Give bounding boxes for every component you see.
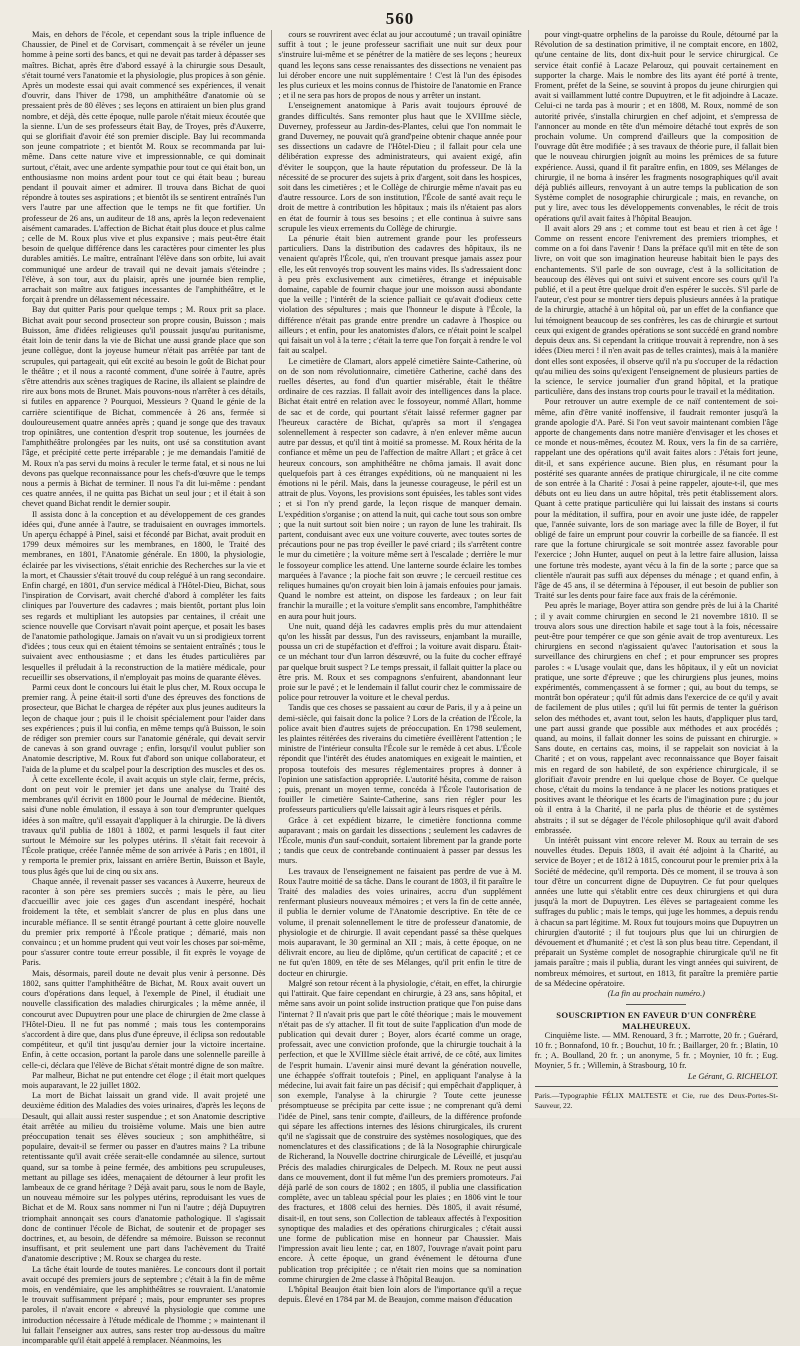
paragraph: Grâce à cet expédient bizarre, le cimetière fonctionna comme auparavant ; mais on gardait les dissections ; seulement les cadavres de l'École, munis d'un sauf-conduit, sortaient librement par la grande porte ; tandis que ceux de contrebande continuaient à passer par dessus les murs. [278, 815, 522, 866]
paragraph: La mort de Bichat laissait un grand vide. Il avait projeté une deuxième édition des Maladies des voies urinaires, d'après les leçons de Desault, qui allait aussi rester suspendue ; et son Anatomie descriptive était arrêtée au milieu du troisième volume. Mais une bien autre préoccupation tenait ses élèves soucieux ; son amphithéâtre, si populaire, devait-il se fermer ou passer en d'autres mains ? La tribune retentissante qu'il avait créée serait-elle condamnée au silence, surtout quand, sur sa tombe à peine fermée, des ambitions peu scrupuleuses, mettant au pillage ses idées, menaçaient de détourner à leur profit les lambeaux de ce grand héritage ? Déjà avait paru, sous le nom de Bayle, un nouveau mémoire sur les polypes utérins, reproduisant les vues de Bichat et de M. Roux sans nommer ni l'un ni l'autre ; déjà Dupuytren triomphait annonçait ses cours d'anatomie pathologique. Il s'agissait donc de continuer l'école de Bichat, de soutenir et de propager ses doctrines, et, au besoin, de défendre sa mémoire. Buisson se reconnut insuffisant, et prit seulement une part dans l'achèvement du Traité d'anatomie descriptive ; M. Roux se chargea du reste. [22, 1091, 266, 1264]
paragraph: Malgré son retour récent à la physiologie, c'était, en effet, la chirurgie qui l'attirait. Que faire cependant en chirurgie, à 23 ans, sans hôpital, et même sans avoir un point solide instruction pratique que l'on puise dans l'internat ? Il n'avait pris que part le côté théorique ; mais le mouvement n'était pas de s'y attacher. Il fit tout de suite l'application d'un mode de publication qui devait durer ; Boyer, alors écarté comme un orage, professait, avec une conviction profonde, que la chirurgie touchait à la perfection, et que le XVIIIme siècle était arrivé, de ce côté, aux limites de l'esprit humain. L'avenir ainsi muré devant la génération nouvelle, une échappée s'offrait toutefois ; Pinel, en appliquant l'analyse à la médecine, lui avait fait faire un pas décisif ; qui empêchait d'appliquer, à son exemple, l'analyse à la chirurgie ? Toute cette jeunesse présomptueuse se précipita par cette issue ; ne comprenant qu'à demi l'idée de Pinel, sans tenir compte, d'ailleurs, de la différence profonde qui sépare les affections internes des lésions chirurgicales, ils crurent qu'il ne s'agissait que de construire des systèmes nosologiques, que des nomenclatures et des classifications ; de là la Nosographie chirurgicale de Richerand, la Nouvelle doctrine chirurgicale de Léveillé, et jusqu'au Précis des maladies chirurgicales de Delpech. M. Roux ne peut aussi dans ce mouvement, dont il fut même l'un des premiers promoteurs. J'ai déjà parlé de son cours de 1802 ; en 1805, il publia une classification complète, avec un tableau spécial pour les plaies ; en 1806 vint le tour des fractures, et 1808 celui des hernies. Dès 1805, il avait résumé, disait-il, en tout sens, son Collection de tableaux affectés à l'exposition synoptique des maladies et des opérations chirurgicales ; c'était aussi une forme de publication mise en honneur par Chaussier. Mais l'impression avait lieu lente ; car, en 1807, l'ouvrage n'avait point paru encore. À cette époque, un grand événement le détourna d'une publication trop précipitée ; ce n'était rien moins que sa nomination comme chirurgien de 2me classe à l'hôpital Beaujon. [278, 978, 522, 1284]
paragraph: La pénurie était bien autrement grande pour les professeurs particuliers. Dans la distribution des cadavres des hôpitaux, ils ne venaient qu'après l'École, qui, n'en trouvant presque jamais assez pour elle, les eût renvoyés trop souvent les mains vides. Ils s'adressaient donc à peu près exclusivement aux cimetières, étrange et inépuisable domaine, capable de fournir chaque jour une moisson aussi abondante que la veille ; l'intérêt de la science palliait ce qu'avait d'odieux cette violation des sépultures ; mais que l'honneur le dispute à l'École, la différence n'était pas grande entre prendre un cadavre à l'hospice ou ailleurs ; et enfin, pour les anatomistes d'alors, ce n'était point le scalpel qui faisait un vol à la terre ; c'était la terre que l'on forçait à rendre le vol fait au scalpel. [278, 234, 522, 356]
paragraph: L'hôpital Beaujon était bien loin alors de l'importance qu'il a reçue depuis. Élevé en 1784 par M. de Beaujon, comme maison d'éducation [278, 1284, 522, 1305]
paragraph: Une nuit, quand déjà les cadavres emplis près du mur attendaient qu'on les hissât par dessus, l'un des ravisseurs, enjambant la muraille, poussa un cri de stupéfaction et d'effroi ; la voiture avait disparu. Était-ce un méchant tour d'un larron désœuvré, ou la fuite du cocher effrayé par quelque bruit suspect ? Le temps pressait, il fallait quitter la place ou être pris. M. Roux et ses compagnons s'enfuirent, abandonnant leur proie sur le pavé ; et le lendemain il fallut courir chez le commissaire de police pour retrouver la voiture et le cheval perdus. [278, 621, 522, 703]
paragraph: Un intérêt puissant vint encore relever M. Roux au terrain de ses nouvelles études. Depuis 1803, il avait été adjoint à la Charité, au service de Boyer ; et de 1812 à 1815, concourut pour le premier prix à la Société de médecine, qu'il remporta. Dès ce moment, il se trouva à son tour d'être un concurrent digne de Dupuytren. Ce fut pour quelques années une lutte qui s'établit entre ces deux chirurgiens et qui dura jusqu'à la mort de Dupuytren. Les élèves se partageaient comme les suffrages du public ; mais le temps, qui juge les hommes, a depuis rendu à chacun sa part légitime. M. Roux fut toujours moins que Dupuytren un chirurgien d'autorité ; il fut toujours plus que lui un chirurgien de dévouement et d'humanité ; et c'est là son plus beau titre. Cependant, il préparait un Système complet de nosographie chirurgicale qu'il ne fit jamais paraître ; mais il publia, durant les vingt années qui suivirent, de nombreux mémoires, et surtout, en 1813, fit paraître la première partie de sa Médecine opératoire. [534, 836, 778, 988]
printer-imprint: Paris.—Typographie FÉLIX MALTESTE et Cie, rue des Deux-Portes-St-Sauveur, 22. [534, 1090, 778, 1110]
paragraph: Peu après le mariage, Boyer attira son gendre près de lui à la Charité ; il y avait comme chirurgien en second le 21 novembre 1810. Il se trouva alors sous une direction habile et sage tout à la fois, nécessaire peut-être pour tempérer ce que son génie avait de trop aventureux. Les chirurgiens en second n'agissaient qu'avec l'autorisation et sous la surveillance des chirurgiens en chef ; et pour empruncer ses propres paroles : « L'usage voulait que, dans les hôpitaux, il y eût un noviciat pratique, une sorte d'épreuve ; que les chirurgiens plus jeunes, moins expérimentés, commençassent à se former ; qui, au bout du temps, se montrât bon opérateur ; qu'il fût admis dans l'exercice de ce qu'il y avait de facilement de plus utiles ; qu'il lui fût permis de tenter la guérison selon des méthodes et, avant tout, selon les hauts, d'appliquer plus tard, une part aussi grande que possible aux méthodes et aux procédés ; quand, au moins, il fallait donner les soins de puissant en chirurgie. » Sans doute, en certains cas, moins, il se rappelait son noviciat à la Charité ; et on vous, rappelant avec reconnaissance que Boyer faisait mis en regard de son habileté, de son expérience chirurgicale, il se glorifiait d'avoir prendre en lui quelque chose de Boyer. Ce quelque chose, c'était du moins la tendance à ne placer les notions pratiques et positives avant le théorique et les écarts de l'imagination pure ; du jour où il entra à la Charité, il ne parla plus de théorie et de systèmes abstraits ; il sut se dégager de l'école philosophique qu'il avait d'abord embrassée. [534, 601, 778, 835]
paragraph: Chaque année, il revenait passer ses vacances à Auxerre, heureux de raconter à son père ses premiers succès ; mais le père, au lieu d'accueillir avec joie ces gages d'un ascendant inespéré, hochait froidement la tête, et semblait s'ancrer de plus en plus dans une incurable méfiance. Il se sentit étrangé pourtant à cette gloire nouvelle du premier prix remporté à l'École pratique ; démarié, mais non convaincu ; et un homme prudent qui veut voir les choses par soi-même, pour s'assurer contre toute erreur possible, il fit exprès le voyage de Paris. [22, 876, 266, 968]
paragraph: Mais, désormais, pareil doute ne devait plus venir à personne. Dès 1802, sans quitter l'amphithéâtre de Bichat, M. Roux avait ouvert un cours d'opérations dans lequel, à l'exemple de Pinel, il étudiait une nouvelle classification des maladies chirurgicales ; la même année, il concourut avec Dupuytren pour une place de chirurgien de 2me classe à l'Hôtel-Dieu. Il ne fut pas nommé ; mais tous les contemporains s'accordent à dire que, dans plus d'une épreuve, il éclipsa son redoutable compétiteur, et qu'il tint jusqu'au dernier jour la victoire incertaine. Enfin, à cette occasion, portant la parole dans une solennelle pareille à celle-ci, déclara que l'élève de Bichat s'était montré digne de son maître. [22, 968, 266, 1070]
paragraph: Bay dut quitter Paris pour quelque temps ; M. Roux prit sa place. Bichat avait pour second prosecteur son propre cousin, Buisson ; mais Buisson, âme d'idées religieuses qu'il poussait jusqu'au puritanisme, était loin de tenir dans la vie de Bichat une aussi grande place que son jeune collègue, dont la joyeuse humeur n'était pas arrêtée par tant de scrupules, qui partageait, qui eût excité au besoin le goût de Bichat pour le théâtre ; et il nous a raconté comment, d'une soirée à l'autre, après s'être attendris aux scènes tragiques de Racine, ils allaient se plaindre de rire aux bons mots de Brunet. Mais pouvons-nous n'arrêter à ces détails, si futiles en apparence ? Pourquoi, Messieurs ? Quand le génie de la carrière scientifique de Bichat, commencée à 26 ans, fermée si douloureusement quatre années après ; quand je songe que des travaux trop opiniâtres, une contention d'esprit trop soutenue, les journées de l'amphithéâtre prolongées par les nuits, ont usé sa constitution avant l'âge, et précipité cette perte irréparable ; je me demandais l'amitié de M. Roux n'a pas servi du moins à reculer le terme fatal, et si nous ne lui devons pas quelque reconnaissance pour les chefs-d'œuvre que le temps nous a permis à Bichat de terminer. Il nous l'a dit lui-même : pendant ces quatre années, il ne quitta pas Bichat un seul jour ; et il était à son chevet quand Bichat rendit le dernier soupir. [22, 305, 266, 509]
paragraph: cours se rouvrirent avec éclat au jour accoutumé ; un travail opiniâtre suffit à tout ; le jeune professeur sacrifiait une nuit sur deux pour s'instruire lui-même et se pénétrer de la matière de ses leçons ; heureux quand les leçons sans cesse renaissantes des dissections ne venaient pas lui dérober encore une nuit supplémentaire ! C'est là l'un des épisodes les plus curieux et les moins connus de l'histoire de l'anatomie en France ; et il ne sera pas hors de propos de nous y arrêter un instant. [278, 30, 522, 101]
paragraph: Tandis que ces choses se passaient au cœur de Paris, il y a à peine un demi-siècle, qui faisait donc la police ? Lors de la création de l'École, la police avait bien d'autres sujets de préoccupation. En 1798 seulement, les plaintes réitérées des riverains du cimetière éveillèrent l'attention ; le ministre de l'intérieur consulta l'École sur le remède à cet abus. L'École répondit que l'intérêt des études anatomiques en exigeait le maintien, et proposa toutefois des mesures réglementaires propres à donner à l'opinion une satisfaction appropriée. L'autorité hésita, comme de raison ; puis, prenant un moyen terme, concéda à l'École l'autorisation de fouiller le cimetière Sainte-Catherine, sans rien régler pour les professeurs particuliers qu'elle laissait agir à leurs risques et périls. [278, 703, 522, 815]
continuation-note: (La fin au prochain numéro.) [607, 989, 705, 999]
paragraph: L'enseignement anatomique à Paris avait toujours éprouvé de grandes difficultés. Sans remonter plus haut que le XVIIIme siècle, Duverney, professeur au Jardin-des-Plantes, celui que l'on nommait le grand Duverney, ne pouvait qu'à grand'peine obtenir chaque année pour ses dissections un cadavre de l'Hôtel-Dieu ; il fallait pour cela une délibération expresse des administrateurs, qui avaient exigé, afin d'éviter le soupçon, que la haute réputation du professeur. De là la nécessité de se procurer des sujets à prix d'argent, soit dans les hospices, soit dans les cimetières ; et le Collège de chirurgie même n'avait pas eu d'autre ressource. Lors de son institution, l'École de santé avait reçu le droit de mettre à contribution les hôpitaux ; mais ils n'étaient pas alors en état de fournir à tous ses besoins ; et elle continua à suivre sans scrupule les vieux errements du Collège de chirurgie. [278, 101, 522, 233]
page-number: 560 [385, 9, 415, 28]
paragraph: Les travaux de l'enseignement ne faisaient pas perdre de vue à M. Roux l'autre moitié de sa tâche. Dans le courant de 1803, il fit paraître le Traité des maladies des voies urinaires, accru d'un supplément renfermant plusieurs nouveaux mémoires ; et vers la fin de cette année, il publia le dernier volume de l'Anatomie descriptive. En tête de ce volume, il prenait solennellement le titre de professeur d'anatomie, de physiologie et de chirurgie. Il avait cependant passé sa thèse quelques mois auparavant, le 30 germinal an XII ; mais, à cette époque, on ne délivrait encore, au lieu de diplôme, qu'un certificat de capacité ; et ce ne fut qu'en 1809, en tête de ses Mélanges, qu'il prit enfin le titre de docteur en chirurgie. [278, 866, 522, 978]
paragraph: Il avait alors 29 ans ; et comme tout est beau et rien à cet âge ! Comme on ressent encore l'enivrement des premiers triomphes, et comme on a foi dans l'avenir ! Dans la préface qu'il mit en tête de son livre, on voit que son imagination heureuse habitait bien le pays des enchantements. S'il parle de son ouvrage, c'est à la sollicitation de beaucoup des élèves qui ont suivi et suivent encore ses cours qu'il l'a publié, et il a peut être quelque droit d'en espérer le succès. S'il parle de l'auteur, c'est pour se montrer tiers depuis plusieurs années à la pratique de la chirurgie, attaché à un hôpital où, par un effet de la confiance que lui témoignent beaucoup de ses confrères, les cas de chirurgie et surtout ceux qui exigent de grandes opérations se sont succédé en grand nombre depuis deux ans. Si cependant la critique trouvait à reprendre, non à ses idées (Dieu merci ! il n'en avait pas de telles craintes), mais à la manière dont elles sont exposées, il observe qu'il n'a pu s'occuper de la rédaction qu'au milieu des soins qu'exigent l'enseignement de plusieurs parties de la science, le service journalier d'un grand hôpital, et la pratique particulière, dans des instans trop courts pour le travail et la méditation. [534, 223, 778, 397]
separator-rule [626, 1004, 686, 1005]
paragraph: pour vingt-quatre orphelins de la paroisse du Roule, détourné par la Révolution de sa destination primitive, il ne comptait encore, en 1802, qu'une centaine de lits, dont dix-huit pour le service chirurgical. Ce service était confié à Lacaze Pelarouz, qui pouvait certainement en supporter la charge. Mais le nombre des lits ayant été porté à trente, Froment, préfet de la Seine, se souvint à propos du jeune chirurgien qui avait si vaillamment lutté contre Dupuytren, et le fit adjoindre à Lacaze. Celui-ci ne tarda pas à mourir ; et en 1808, M. Roux, nommé de son autorité privée, s'installa chirurgien en chef adjoint, et s'empressa de l'annoncer au monde en tête d'un mémoire détaché tout exprès de son prochain volume. Un comprend d'ailleurs que la composition de l'ouvrage dût être modifiée ; à ses travaux de théorie pure, il fallait bien que le nouveau chirurgien joignît au moins les prémices de sa future expérience. Aussi, quand il fit paraître enfin, en 1809, ses Mélanges de chirurgie, il ne borna à insérer les fragments nosographiques qu'il avait déjà publiés ailleurs, renvoyant à un autre temps la publication de son Système complet de nosographie chirurgicale ; mais, en revanche, on put y lire, avec tous les développements convenables, le récit de trois opérations qu'il avait faites à l'hôpital Beaujon. [534, 30, 778, 223]
paragraph: Pour retrouver un autre exemple de ce naïf contentement de soi-même, afin d'être vanité inoffensive, il faudrait remonter jusqu'à la grande apologie d'A. Paré. Si l'on veut savoir maintenant combien l'âge apporte de changements dans notre manière d'envisager et les choses et ce monde et nous-mêmes, écoutez M. Roux, vers la fin de sa carrière, rappelant une des opérations qu'il avait faites alors : J'étais fort jeune, dit-il, et sans expérience aucune. Bien plus, en résumant pour la postérité ses quarante années de pratique chirurgicale, il ne cite comme de son entrée à la Charité : J'osai à peine rappeler, ajoute-t-il, que mes débuts ont eu lieu dans un autre hôpital, très petit établissement alors. Quant à cette pratique particulière qui lui laissait des instans si courts pour la méditation, il suffira, pour en avoir une juste idée, de rappeler que, l'année suivante, lors de son mariage avec la fille de Boyer, il fut obligé de faire un emprunt pour couvrir la corbeille de sa fiancée. Il est rare que la fortune chirurgicale se soit montrée assez favorable pour l'exercice ; John Hunter, auquel on peut à la lettre faire allusion, laissa une fortune très modeste, ayant vécu à la fin de la sorte ; parce que sa clientèle n'aurait pas suffi aux dépenses du ménage ; et quand enfin, à l'âge de 45 ans, il se détermina à l'épouser, il eut besoin de publier son Traité sur les dents pour faire face aux frais de la cérémonie. [534, 397, 778, 601]
paragraph: Il assista donc à la conception et au développement de ces grandes idées qui, d'une année à l'autre, se traduisaient en ouvrages immortels. Un aperçu échappé à Pinel, saisi et fécondé par Bichat, avait produit en 1799 deux mémoires sur les membranes, en 1800, le Traité des membranes, en 1801, l'Anatomie générale. En 1800, la physiologie, éclairée par les vivisections, s'était enrichie des Recherches sur la vie et la mort, et Chaussier s'était trouvé du coup relégué à un rang secondaire. Enfin chargé, en 1801, d'un service médical à l'Hôtel-Dieu, Bichat, sous l'inspiration de Corvisart, avait cherché d'abord à compléter les faits cliniques par l'ouverture des cadavres ; mais bientôt, portant plus loin ses regards et multipliant les autopsies par centaines, il créait une science nouvelle que Corvisart n'avait point aperçue, et posait les bases de l'anatomie pathologique. Jamais on n'avait vu un si prodigieux torrent d'idées ; tous ceux qui en étaient témoins se sentaient entraînés ; tous le suivaient avec enthousiasme ; et dans les études particulières par lesquelles il préludait à la reconstruction de la matière médicale, pour recueillir ses observations, il n'employait pas moins de quarante élèves. [22, 509, 266, 682]
paragraph: Par malheur, Bichat ne put entendre cet éloge ; il était mort quelques mois auparavant, le 22 juillet 1802. [22, 1070, 266, 1090]
editor-signature: Le Gérant, G. RICHELOT. [687, 1071, 778, 1081]
column-3 [528, 30, 778, 1110]
paragraph: La tâche était lourde de toutes manières. Le concours dont il portait avait occupé des premiers jours de septembre ; c'était à la fin de même mois, en vendémiaire, que les amphithéâtres se rouvraient. L'anatomie le trouvait suffisamment préparé ; mais, pour emprunter ses propres paroles, il n'avait encore « abreuvé la physiologie que comme une introduction nécessaire à l'étude médicale de l'homme ; » maintenant il lui fallait l'enseigner aux autres, sans rester trop au-dessous du maître incomparable qu'il était appelé à remplacer. Néanmoins, les [22, 1264, 266, 1345]
column-2 [271, 30, 522, 1305]
paragraph: Mais, en dehors de l'école, et cependant sous la triple influence de Chaussier, de Pinel et de Corvisart, commençait à se révéler un jeune homme à peine sorti des bancs, et qui ne devait pas tarder à dépasser ses maîtres. Bichat, après être d'abord essayé à la chirurgie sous Desault, s'était tourné vers l'anatomie et la physiologie, plus propices à son génie. Après un modeste essai qui avait commencé ses expériences, il venait d'ouvrir, dans l'hiver de 1798, un amphithéâtre d'anatomie où se pressaient près de 80 élèves ; ses leçons en attiraient un bien plus grand nombre, et déjà, dès cette époque, nulle parole n'était mieux écoutée que la sienne. L'un de ses professeurs était Bay, de Troyes, près d'Auxerre, qui se glorifiait d'avoir été son premier disciple. Bay lui recommanda son jeune compatriote ; et bientôt M. Roux se recommanda par lui-même. Dans cette nature vive et impressionnable, ce qui dominait surtout, c'était, avec une ardente sympathie pour tout ce qui était bon, un enthousiasme non moins ardent pour tout ce qui était beau ; bureau pendant il pouvait aimer et admirer. Il trouva dans Bichat de quoi répondre à toutes ses aspirations ; et bientôt ils se sentirent entraînés l'un vers l'autre par une affection que le temps ne fit que fortifier. Un professeur de 26 ans, un auditeur de 18 ans, après la leçon redevenaient aisément camarades. L'affection de Bichat était plus douce et plus calme ; celle de M. Roux plus vive et plus expansive ; mais peut-être était besoin de quelque différence dans les caractères pour cimenter les plus durables amitiés. Le maître, entraînant l'élève dans son orbite, lui avait communiqué une ardeur de travail qui ne devait jamais s'éteindre ; l'élève, à son tour, aux du plaisir, après une journée bien remplie, arrachait son maître aux fatigues incessantes de l'amphithéâtre, et le forçait à prendre un délassement nécessaire. [22, 30, 266, 305]
column-1 [22, 30, 266, 1345]
column-3-paragraphs [535, 30, 778, 989]
text-columns [22, 30, 778, 1345]
footer-rule [535, 1086, 778, 1087]
subscription-list: Cinquième liste. — MM. Renouard, 3 fr. ; Marrotte, 20 fr. ; Guérard, 10 fr. ; Bonnafond, 10 fr. ; Bouchut, 10 fr. ; Baillarger, 20 fr. ; Blatin, 10 fr. ; A. Boulland, 20 fr. ; un anonyme, 5 fr. ; Moynier, 10 fr. ; Eug. Moynier, 5 fr. ; Willemin, à Strasbourg, 10 fr. [534, 1030, 778, 1071]
paragraph: À cette excellente école, il avait acquis un style clair, ferme, précis, dont on peut voir le premier jet dans une analyse du Traité des membranes qu'il écrivit en 1800 pour le Journal de médecine. Bientôt, saisi d'une noble émulation, il essaya à son tour d'emprunter quelques idées à son maître, qu'il essayait d'appliquer à la chirurgie. De là divers travaux qu'il publia de 1801 à 1802, et parmi lesquels il faut citer surtout le Mémoire sur les polypes utérins. Il s'était fait recevoir à l'École pratique, créée l'année même de son arrivée à Paris ; en 1801, il y remporta le premier prix, laissant en arrière Bertin, Buisson et Bayle, tous plus âgés que lui de cinq ou six ans. [22, 774, 266, 876]
subscription-heading: SOUSCRIPTION EN FAVEUR D'UN CONFRÈRE MALHEUREUX. [556, 1010, 757, 1031]
paragraph: Le cimetière de Clamart, alors appelé cimetière Sainte-Catherine, où on de son nom révolutionnaire, cimetière Catherine, caché dans des ruelles désertes, au fond d'un quartier misérable, était le théâtre ordinaire de ces razzias. Il fallait avoir des intelligences dans la place. Bichat était entré en relation avec le fossoyeur, nommé Allart, homme de sac et de corde, qui pourtant s'était laissé refermer gagner par l'heureux caractère de Bichat, qu'après sa mort il s'engagea solennellement à respecter son cadavre, à n'en enlever même aucun autre par dessus, et qu'il tint à moitié sa promesse. M. Roux hérita de la confiance et même un peu de l'affection de maître Allart ; et grâce à cet heureux concours, son amphithéâtre ne chôma jamais. Il avait donc quelquefois part à ces étranges expéditions, où ne manquaient ni les émotions ni le péril. Mais, dans la jeunesse courageuse, le péril est un attrait de plus. Voyons, les provisions sont épuisées, les tables sont vides ; et si l'on n'y prend garde, la leçon risque de manquer demain. L'expédition s'organise ; on attend la nuit, qui cache tout sous son ombre ; que la nuit surtout soit bien noire ; un rayon de lune les trahirait. Ils partent, conduisant avec eux une voiture couverte, avec toutes sortes de précautions pour ne pas trop éveiller le pavé criard ; ils s'arrêtent contre le mur du cimetière ; la voiture même sert à l'escalade ; derrière le mur le fossoyeur complice les attend. Une lanterne sourde éclaire les tombes marquées à l'avance ; la pioche fait son œuvre ; le cercueil restitue ces reliques humaines qu'on croyait bien loin à jamais enfouies pour jamais. Quand le nombre est atteint, on dispose les fardeaux ; on leur fait franchir la muraille ; et la voiture s'emplit sans encombre, l'amphithéâtre en aura pour huit jours. [278, 356, 522, 621]
paragraph: Parmi ceux dont le concours lui était le plus cher, M. Roux occupa le premier rang. À peine était-il sorti d'une des épreuves des fonctions de prosecteur, que Bichat le chargea de répéter aux plus jeunes auditeurs la leçon de chaque jour ; puis il le choisit spécialement pour l'aider dans ses expériences ; puis il lui confia, en même temps qu'à Buisson, le soin de rédiger son premier cours sur l'anatomie générale, qui devait servir de canevas à son grand ouvrage ; enfin, lorsqu'il voulut publier son Anatomie descriptive, M. Roux fut d'abord son unique collaborateur, et l'aida de la plume et du scalpel pour la description des muscles et des os. [22, 683, 266, 774]
